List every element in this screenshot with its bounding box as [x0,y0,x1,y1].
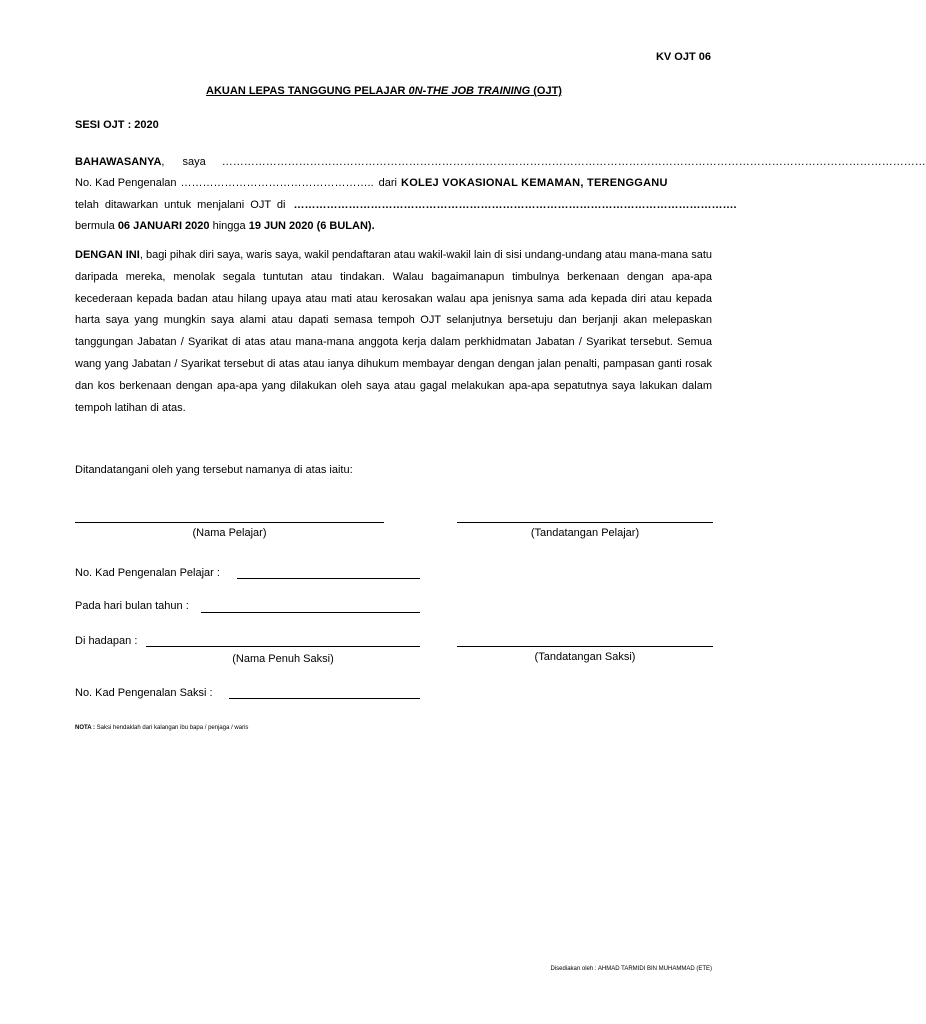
witness-ic-label: No. Kad Pengenalan Saksi : [75,687,213,699]
title-part1: AKUAN LEPAS TANGGUNG PELAJAR [206,85,409,97]
witness-name-caption: (Nama Penuh Saksi) [232,653,334,665]
student-ic-label: No. Kad Pengenalan Pelajar : [75,567,220,579]
body-text: , bagi pihak diri saya, waris saya, wakil pendaftaran atau wakil-wakil lain di sisi undang-undang atau mana-mana satu daripada mereka, menolak segala tuntutan atau tindakan. Walau bagaimanapun timbulnya berkenaan dengan apa-apa kecederaan kepada badan atau hilang upaya atau mati atau kerosakan walau apa jenisnya sama ada kepada diri atau kepada harta saya yang mungkin saya alami atau dapati semasa tempoh OJT selanjutnya bersetuju dan berjanji akan melepaskan tanggungan Jabatan / Syarikat di atas atau mana-mana anggota kerja dalam perkhidmatan Jabatan / Syarikat tersebut. Semua wang yang Jabatan / Syarikat tersebut di atas atau ianya dihukum membayar dengan dengan jalan penalti, pampasan ganti rosak dan kos berkenaan dengan apa-apa yang dilakukan oleh saya atau gagal melakukan apa-apa sepatutnya saya lakukan dalam tempoh latihan di atas. [75,249,712,414]
student-name-line [75,522,384,523]
declaration-line-3 [75,199,737,211]
nota-label: NOTA : [75,725,95,731]
bahawasanya-label: BAHAWASANYA [75,156,162,168]
signature-intro: Ditandatangani oleh yang tersebut namanya di atas iaitu: [75,464,353,476]
dengan-ini-lead: DENGAN INI [75,249,140,261]
date-label: Pada hari bulan tahun : [75,600,189,612]
kad-pengenalan-label: No. Kad Pengenalan [75,177,177,189]
document-title [0,85,768,97]
nota-text: Saksi hendaklah dari kalangan ibu bapa / penjaga / waris [95,725,249,731]
student-name-caption: (Nama Pelajar) [192,527,267,539]
dari-label: dari [378,177,397,189]
form-code: KV OJT 06 [655,51,711,63]
start-date: 06 JANUARI 2020 [117,220,210,232]
kad-fill-dots: …………………………………………….. [180,177,374,189]
bermula-label: bermula [75,220,115,232]
witness-label: Di hadapan : [75,635,138,647]
ditawarkan-text: telah ditawarkan untuk menjalani OJT di [75,199,286,211]
student-ic-line [237,578,420,579]
student-signature-line [457,522,713,523]
witness-signature-caption: (Tandatangan Saksi) [534,651,636,663]
comma: , [161,156,165,168]
saya-label: saya [182,156,206,168]
declaration-line-4 [75,220,712,232]
declaration-line-2 [75,177,712,189]
date-line [201,612,420,613]
witness-name-line [146,646,420,647]
end-date: 19 JUN 2020 (6 BULAN). [248,220,375,232]
witness-ic-line [229,698,420,699]
hingga-label: hingga [212,220,246,232]
student-signature-caption: (Tandatangan Pelajar) [530,527,640,539]
nota [75,725,248,731]
title-part2: (OJT) [530,85,562,97]
declaration-line-1 [75,156,926,168]
prepared-by-footer: Disediakan oleh : AHMAD TARMIDI BIN MUHAMMAD (ETE) [550,966,712,972]
company-fill-dots: …………………………………………………………………………………………………………. [293,199,737,211]
body-paragraph [75,245,712,419]
college-name: KOLEJ VOKASIONAL KEMAMAN, TERENGGANU [401,177,668,189]
title-italic: 0N-THE JOB TRAINING [408,85,531,97]
name-fill-dots: ………………………………………………………………………………………………………………………………………………………………………… [221,156,926,168]
witness-signature-line [457,646,713,647]
session-label: SESI OJT : 2020 [75,119,159,131]
